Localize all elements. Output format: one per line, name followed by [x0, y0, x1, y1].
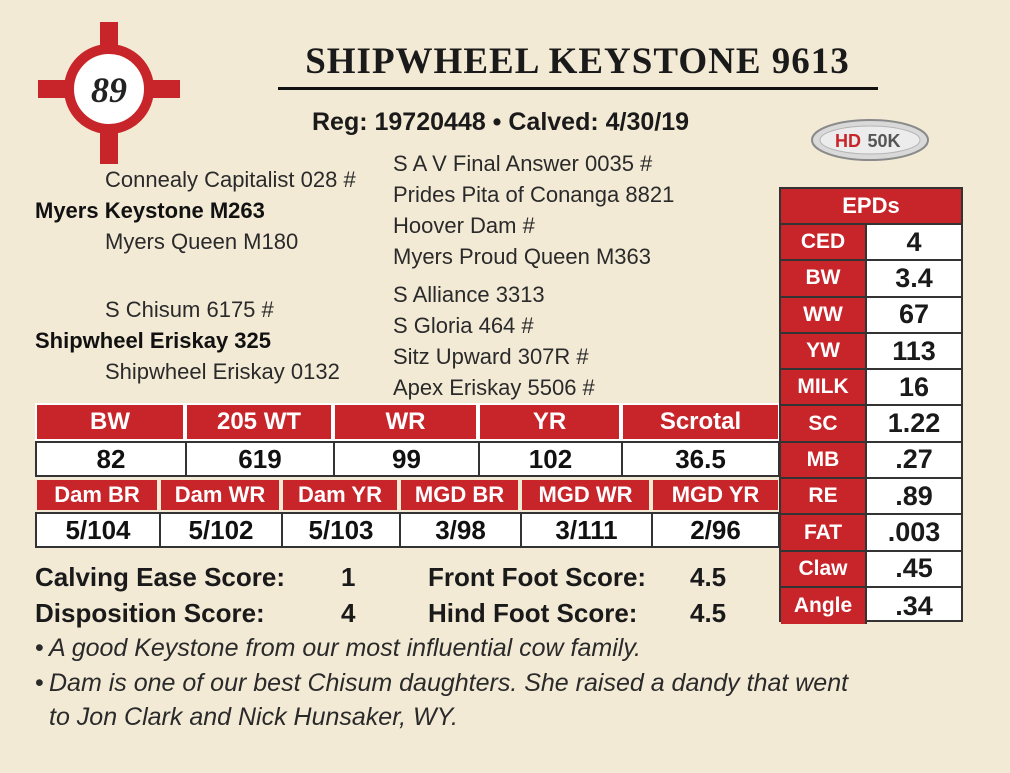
perf-header-scrotal: Scrotal — [621, 403, 780, 441]
hd50k-badge — [810, 118, 930, 162]
front-foot-label: Front Foot Score: — [428, 562, 647, 592]
epd-value: .27 — [895, 444, 933, 475]
title-underline — [278, 87, 878, 90]
epd-label: YW — [781, 334, 867, 368]
epd-value: .89 — [895, 480, 933, 511]
pedigree-sire-dam-dam: Myers Proud Queen M363 — [393, 244, 652, 269]
epd-row-ced — [781, 225, 961, 261]
page-title: SHIPWHEEL KEYSTONE 9613 — [305, 41, 850, 82]
pedigree-dam: Shipwheel Eriskay 325 — [35, 328, 272, 353]
epd-value: 67 — [898, 299, 930, 330]
epd-label: WW — [781, 298, 867, 332]
ratio-header-dam-yr: Dam YR — [281, 478, 399, 512]
epd-row-ww — [781, 298, 961, 334]
disposition-value: 4 — [341, 598, 356, 628]
epd-label: MILK — [781, 370, 867, 404]
calving-ease-label: Calving Ease Score: — [35, 562, 285, 592]
epd-row-yw — [781, 334, 961, 370]
bullet-icon: • — [35, 669, 44, 697]
perf-header-yr: YR — [478, 403, 621, 441]
hind-foot-label: Hind Foot Score: — [428, 598, 638, 628]
performance-value-row — [35, 441, 780, 477]
epd-value: 16 — [898, 371, 930, 402]
disposition-label: Disposition Score: — [35, 598, 265, 628]
ratio-header-mgd-br: MGD BR — [399, 478, 520, 512]
pedigree-dam-sire-dam: S Gloria 464 # — [393, 313, 534, 338]
perf-value-yr: 102 — [480, 443, 623, 475]
epd-row-mb — [781, 443, 961, 479]
epd-table — [779, 187, 963, 622]
ratio-value-mgd-br: 3/98 — [401, 514, 522, 546]
epd-row-fat — [781, 515, 961, 551]
epd-label: FAT — [781, 515, 867, 549]
hind-foot-value: 4.5 — [690, 598, 727, 628]
calving-ease-value: 1 — [341, 562, 356, 592]
ratio-value-mgd-wr: 3/111 — [522, 514, 653, 546]
perf-header-wr: WR — [333, 403, 478, 441]
perf-value-scrotal: 36.5 — [623, 443, 778, 475]
epd-value: 1.22 — [887, 408, 941, 439]
perf-header-bw: BW — [35, 403, 185, 441]
ratio-value-dam-br: 5/104 — [37, 514, 161, 546]
front-foot-value: 4.5 — [690, 562, 727, 592]
pedigree-sire-dam: Myers Queen M180 — [105, 229, 299, 254]
epd-row-sc — [781, 406, 961, 442]
epd-value: .003 — [887, 517, 941, 548]
epd-value: 4 — [906, 226, 922, 257]
lot-number: 89 — [91, 70, 127, 110]
epd-row-milk — [781, 370, 961, 406]
lot-number-mark — [38, 22, 180, 164]
epd-label: CED — [781, 225, 867, 259]
epd-label: RE — [781, 479, 867, 513]
ratios-header-row — [35, 478, 780, 512]
ratio-value-dam-wr: 5/102 — [161, 514, 283, 546]
ratios-value-row — [35, 512, 780, 548]
pedigree-sire-dam-sire: Hoover Dam # — [393, 213, 535, 238]
ratio-header-mgd-wr: MGD WR — [520, 478, 651, 512]
epd-value: 3.4 — [895, 262, 933, 293]
registration-line: Reg: 19720448 • Calved: 4/30/19 — [312, 108, 690, 136]
pedigree-sire-sire-dam: Prides Pita of Conanga 8821 — [393, 182, 675, 207]
perf-value-bw: 82 — [37, 443, 187, 475]
epd-row-bw — [781, 261, 961, 297]
pedigree-dam-dam: Shipwheel Eriskay 0132 — [105, 359, 340, 384]
epd-value: .34 — [895, 590, 933, 621]
pedigree-sire-sire-sire: S A V Final Answer 0035 # — [393, 151, 653, 176]
epd-label: MB — [781, 443, 867, 477]
note-2-text-line1: Dam is one of our best Chisum daughters. She raised a dandy that went — [49, 669, 849, 697]
badge-hd-text: HD — [835, 131, 861, 151]
bullet-icon: • — [35, 634, 44, 662]
pedigree-dam-sire-sire: S Alliance 3313 — [393, 282, 545, 307]
note-1-text: A good Keystone from our most influential cow family. — [49, 634, 641, 662]
ratio-header-mgd-yr: MGD YR — [651, 478, 780, 512]
ratio-value-dam-yr: 5/103 — [283, 514, 401, 546]
epd-label: SC — [781, 406, 867, 440]
note-2-text-line2: to Jon Clark and Nick Hunsaker, WY. — [49, 703, 458, 731]
perf-value-205wt: 619 — [187, 443, 335, 475]
badge-50k-text: 50K — [867, 131, 901, 151]
pedigree-dam-dam-sire: Sitz Upward 307R # — [393, 344, 589, 369]
epd-label: BW — [781, 261, 867, 295]
perf-header-205wt: 205 WT — [185, 403, 333, 441]
ratio-value-mgd-yr: 2/96 — [653, 514, 778, 546]
ratio-header-dam-br: Dam BR — [35, 478, 159, 512]
note-1 — [35, 631, 980, 665]
performance-header-row — [35, 403, 780, 441]
pedigree-sire-sire: Connealy Capitalist 028 # — [105, 167, 356, 192]
pedigree-sire: Myers Keystone M263 — [35, 198, 265, 223]
epd-value: .45 — [895, 553, 933, 584]
epd-row-angle — [781, 588, 961, 624]
epd-row-re — [781, 479, 961, 515]
pedigree-dam-sire: S Chisum 6175 # — [105, 297, 274, 322]
epd-label: Claw — [781, 552, 867, 586]
pedigree-dam-dam-dam: Apex Eriskay 5506 # — [393, 375, 595, 400]
epd-value: 113 — [892, 335, 936, 366]
epd-row-claw — [781, 552, 961, 588]
note-2 — [35, 666, 980, 734]
epd-table-title: EPDs — [781, 189, 961, 225]
ratio-header-dam-wr: Dam WR — [159, 478, 281, 512]
perf-value-wr: 99 — [335, 443, 480, 475]
crosshair-icon — [38, 22, 180, 164]
epd-label: Angle — [781, 588, 867, 624]
